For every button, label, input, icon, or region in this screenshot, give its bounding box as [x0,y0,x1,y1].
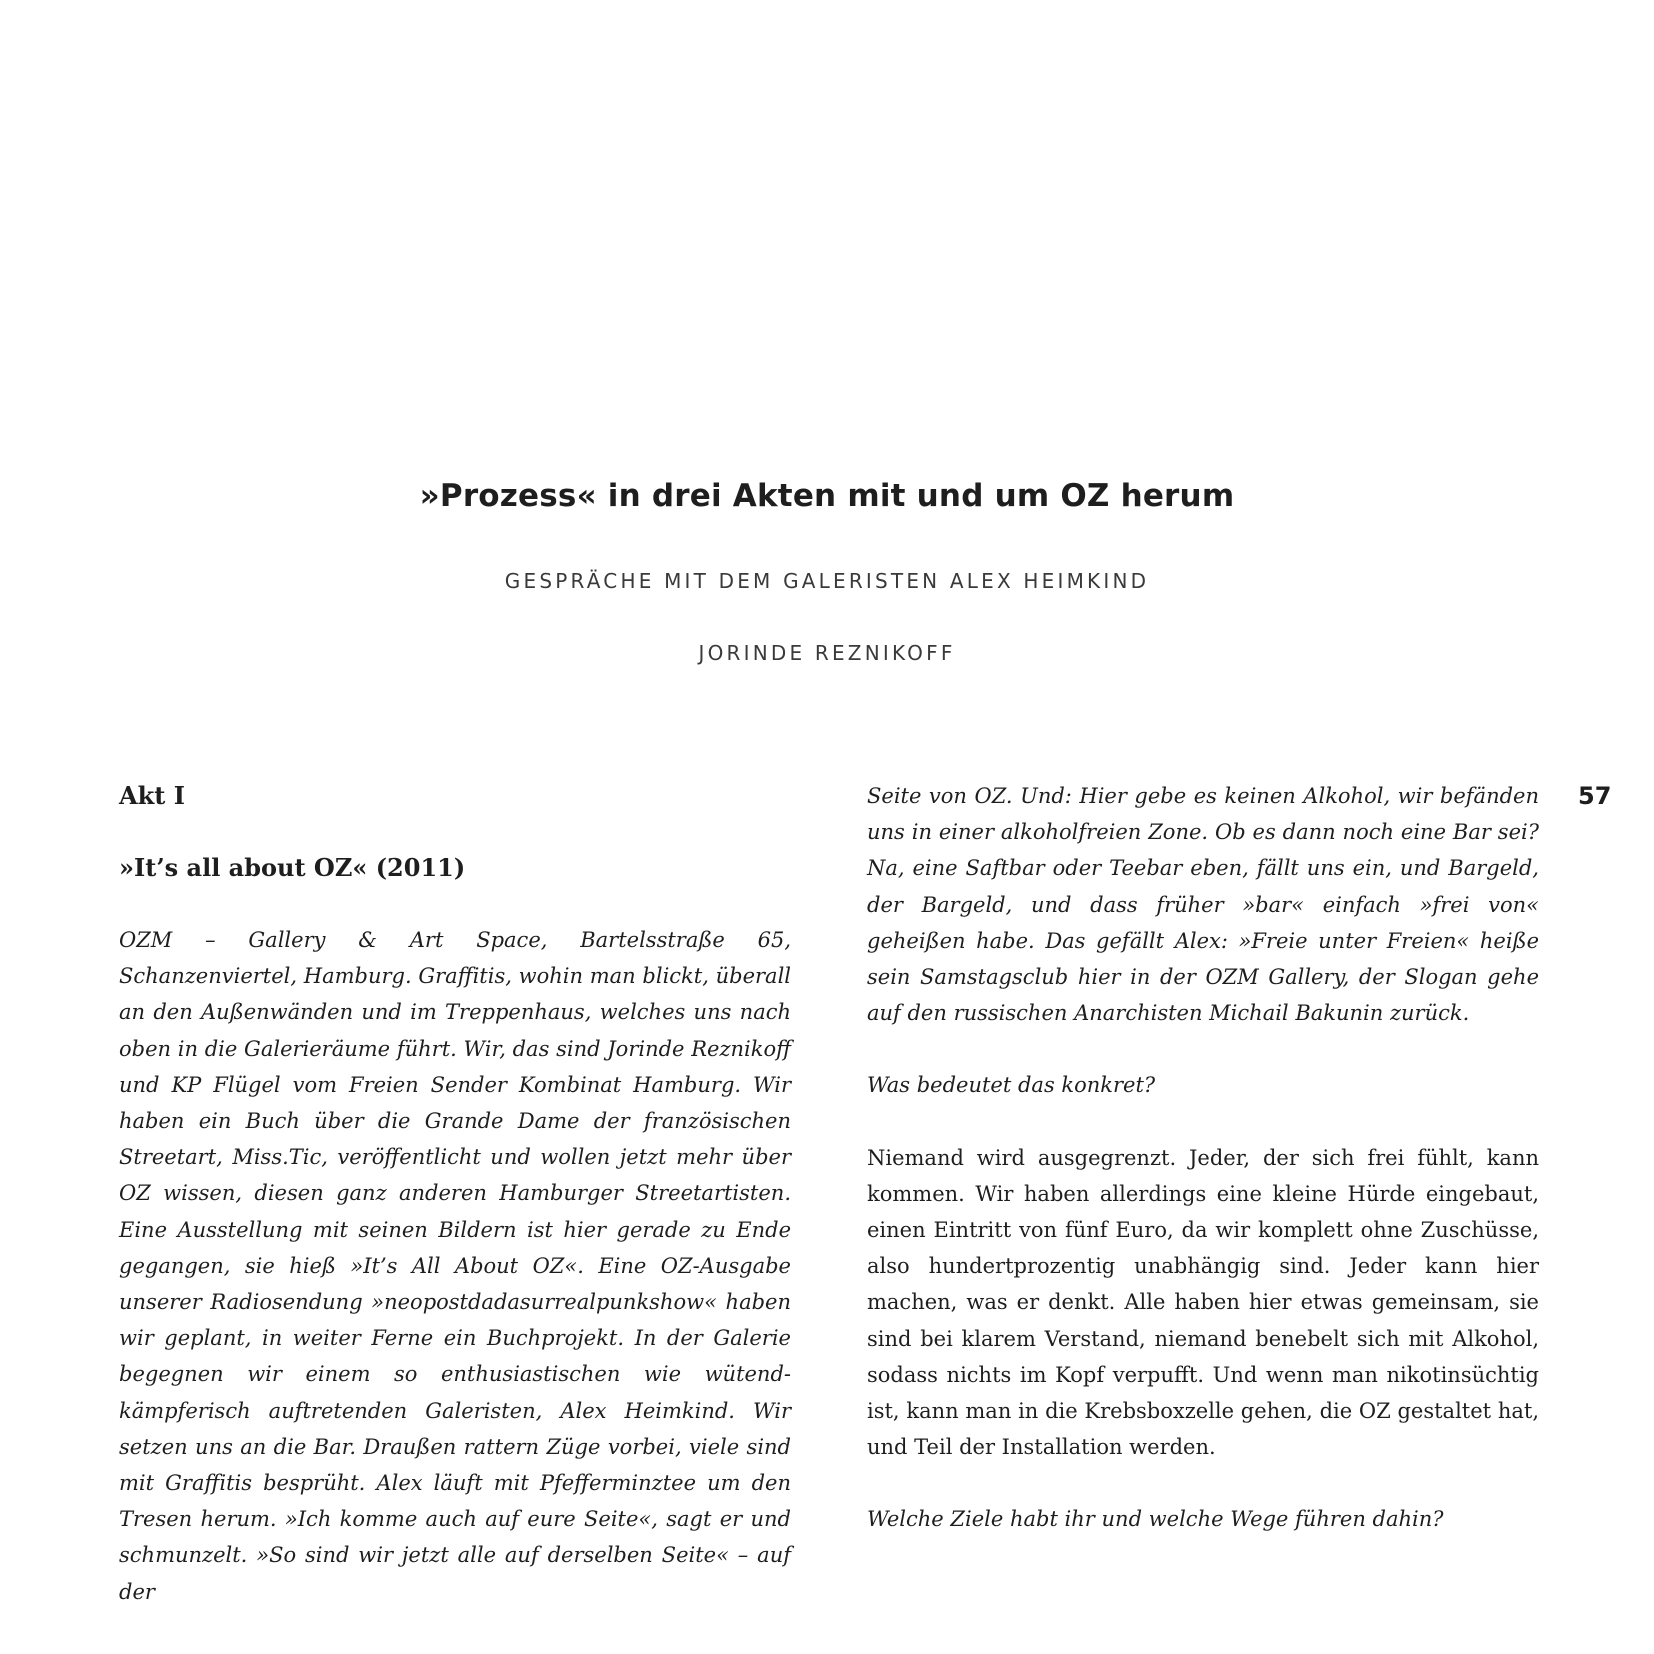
page-title: »Prozess« in drei Akten mit und um OZ herum [419,478,1235,514]
section-heading: »It’s all about OZ« (2011) [119,853,466,882]
act-heading: Akt I [119,781,185,810]
subtitle: GESPRÄCHE MIT DEM GALERISTEN ALEX HEIMKIND [504,569,1150,593]
right-column [867,778,1539,1538]
author-name: JORINDE REZNIKOFF [698,641,956,665]
interview-question: Welche Ziele habt ihr und welche Wege führen dahin? [867,1507,1444,1532]
intro-paragraph-continued: Seite von OZ. Und: Hier gebe es keinen Alkohol, wir befänden uns in einer alkoholfreien Zone. Ob es dann noch eine Bar sei? Na, eine Saftbar oder Teebar eben, fällt uns ein, und Bargeld, der Bargeld, und dass früher »bar« einfach »frei von« geheißen habe. Das gefällt Alex: »Freie unter Freien« heiße sein Samstagsclub hier in der OZM Gallery, der Slogan gehe auf den russischen Anarchisten Michail Bakunin zurück. [867,784,1539,1026]
interview-answer: Niemand wird ausgegrenzt. Jeder, der sich frei fühlt, kann kommen. Wir haben allerdings eine kleine Hürde eingebaut, einen Eintritt von fünf Euro, da wir komplett ohne Zuschüsse, also hundertprozentig unabhängig sind. Jeder kann hier machen, was er denkt. Alle haben hier etwas gemeinsam, sie sind bei klarem Verstand, niemand benebelt sich mit Alkohol, sodass nichts im Kopf verpufft. Und wenn man nikotinsüchtig ist, kann man in die Krebsboxzelle gehen, die OZ gestaltet hat, und Teil der Installation werden. [867,1145,1539,1460]
page-number: 57 [1578,782,1612,810]
interview-question: Was bedeutet das konkret? [867,1073,1156,1098]
left-column [119,778,791,1610]
intro-paragraph: OZM – Gallery & Art Space, Bartelsstraße 65, Schanzenviertel, Hamburg. Graffitis, wohin man blickt, überall an den Außenwänden und im Treppenhaus, welches uns nach oben in die Galerieräume führt. Wir, das sind Jorinde Reznikoff und KP Flügel vom Freien Sender Kombinat Hamburg. Wir haben ein Buch über die Grande Dame der französischen Streetart, Miss.Tic, veröffentlicht und wollen jetzt mehr über OZ wissen, diesen ganz anderen Hamburger Streetartisten. Eine Ausstellung mit seinen Bildern ist hier gerade zu Ende gegangen, sie hieß »It’s All About OZ«. Eine OZ-Ausgabe unserer Radiosendung »neopostdadasurrealpunkshow« haben wir geplant, in weiter Ferne ein Buchprojekt. In der Galerie begegnen wir einem so enthusiastischen wie wütend-kämpferisch auftretenden Galeristen, Alex Heimkind. Wir setzen uns an die Bar. Draußen rattern Züge vorbei, viele sind mit Graffitis besprüht. Alex läuft mit Pfefferminztee um den Tresen herum. »Ich komme auch auf eure Seite«, sagt er und schmunzelt. »So sind wir jetzt alle auf derselben Seite« – auf der [119,928,791,1604]
